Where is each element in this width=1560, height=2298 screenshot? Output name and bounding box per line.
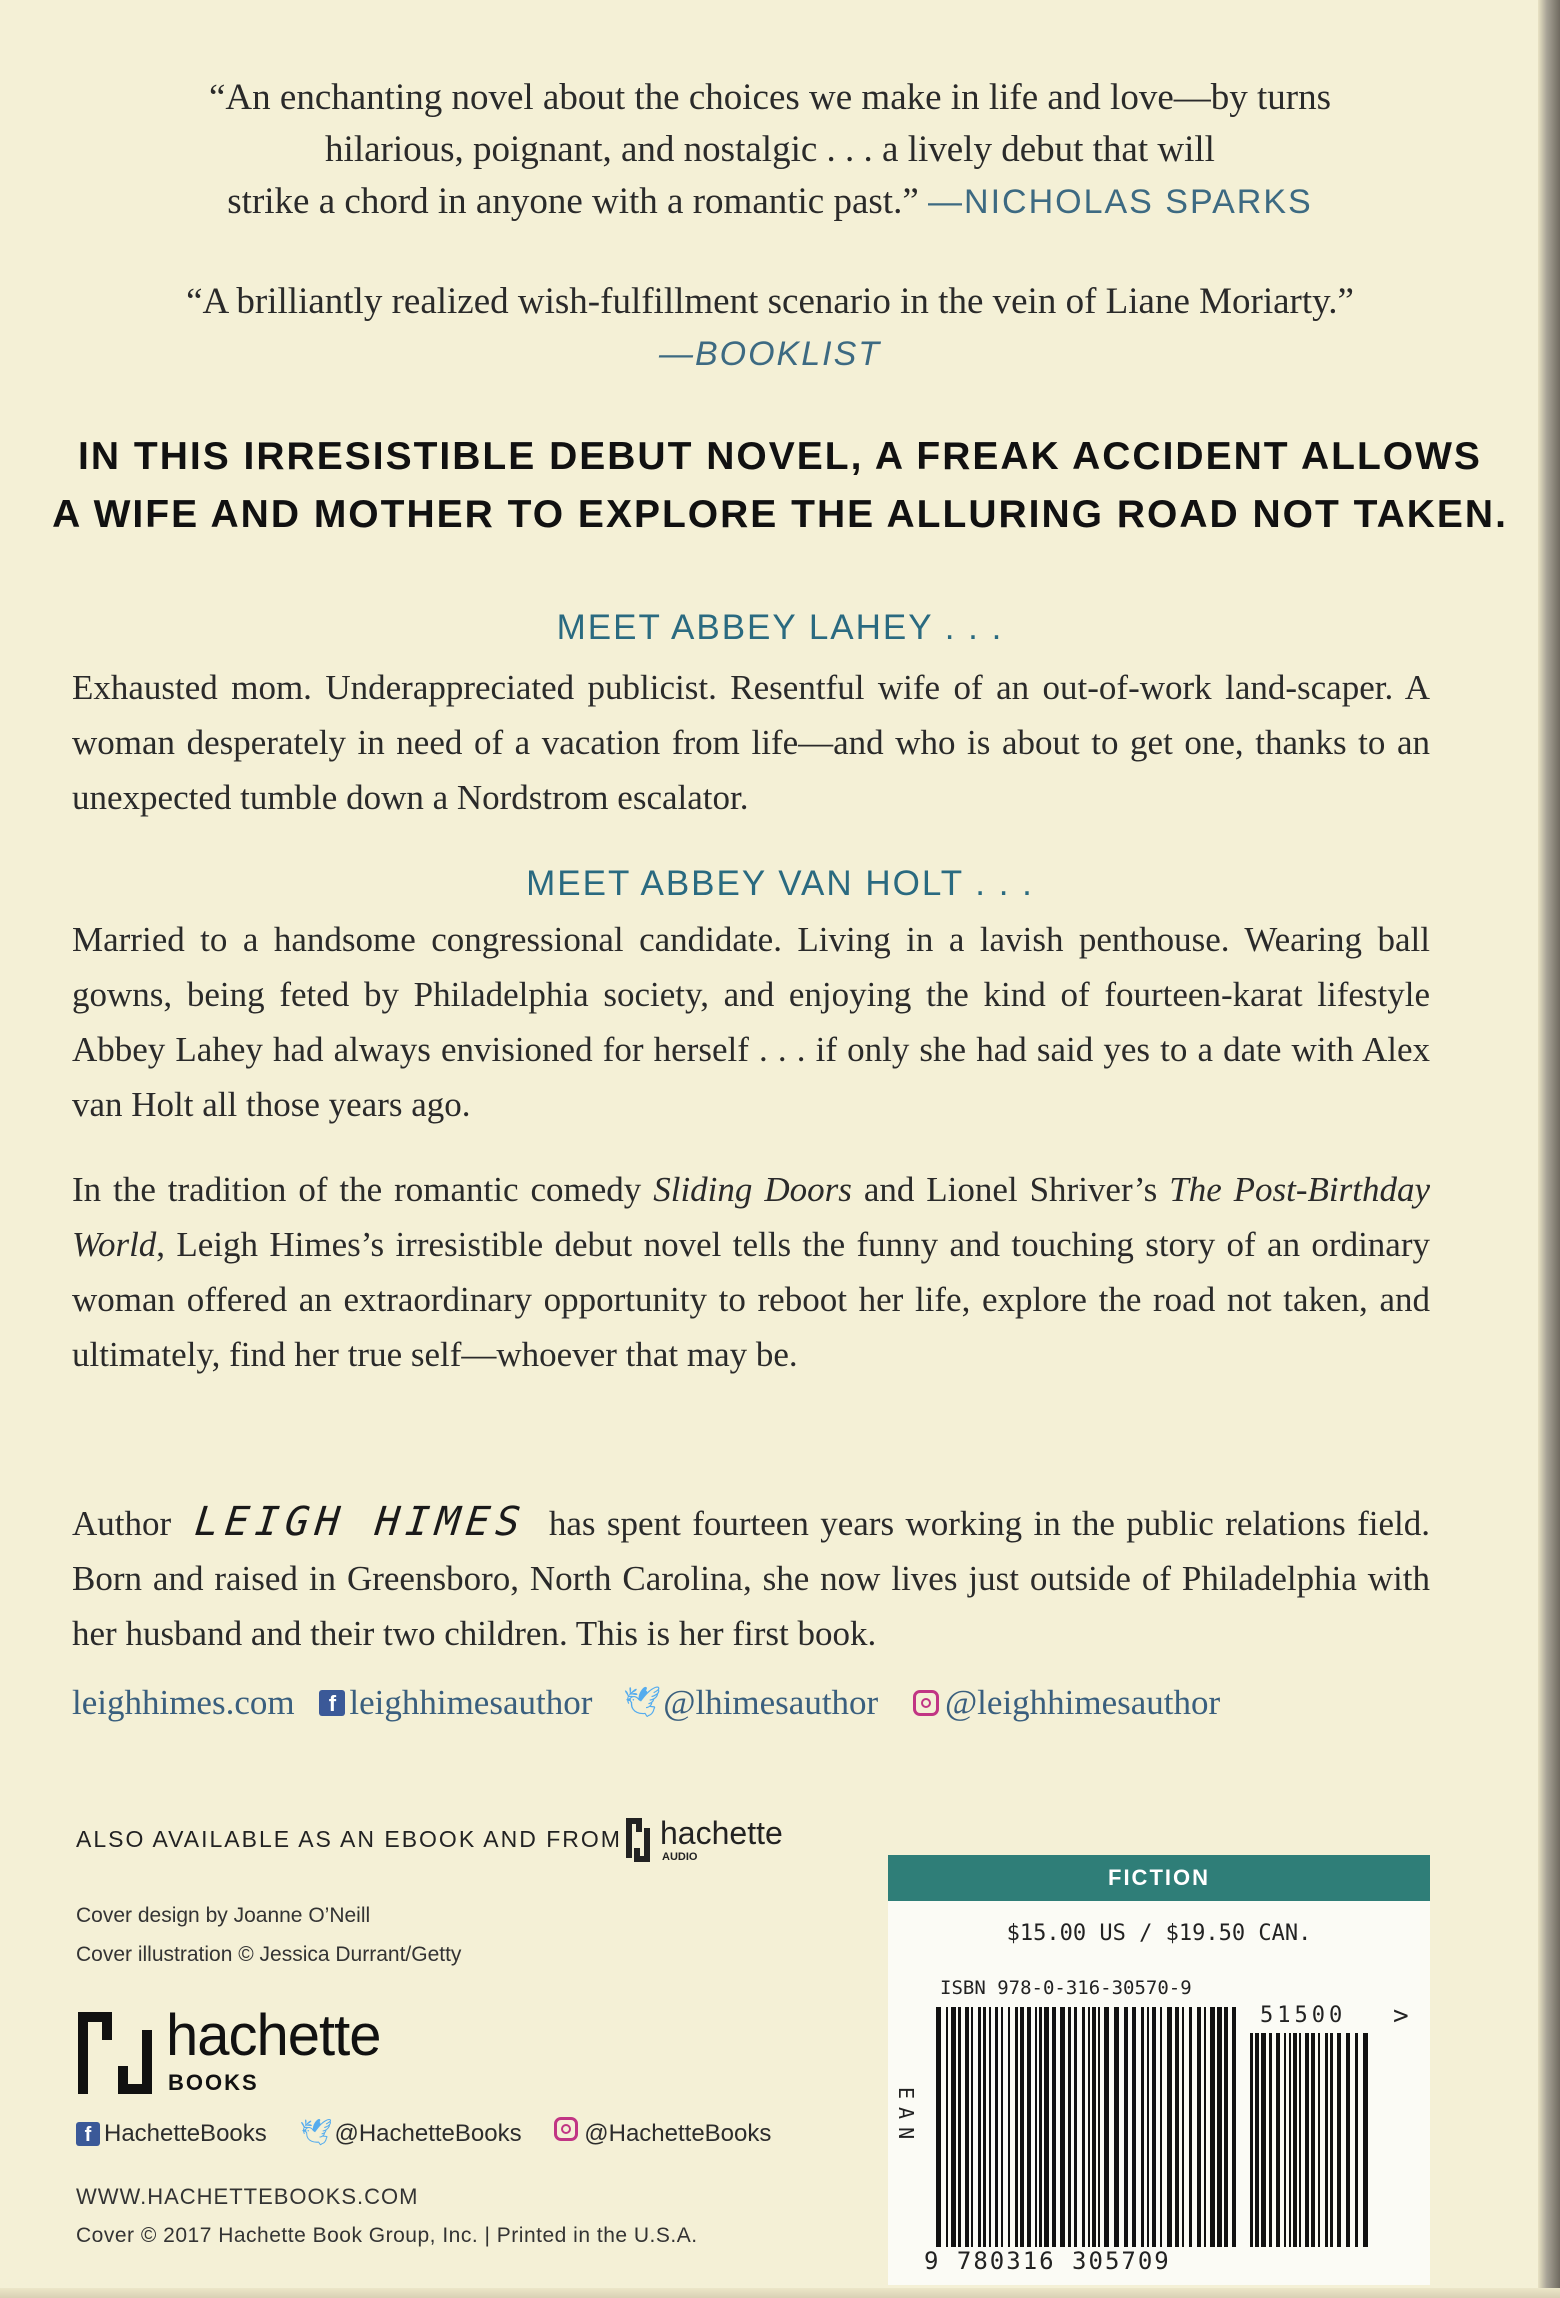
also-available-text: ALSO AVAILABLE AS AN EBOOK AND FROM [76, 1826, 622, 1852]
author-twitter-link[interactable]: @lhimesauthor [663, 1682, 879, 1722]
page-edge [0, 2288, 1560, 2298]
barcode-bar [1141, 2007, 1144, 2247]
category-band: FICTION [888, 1855, 1430, 1901]
barcode-bar [1082, 2007, 1085, 2247]
barcode-bar [1355, 2033, 1358, 2247]
twitter-icon: 🕊 [299, 2117, 333, 2147]
barcode-bar [989, 2007, 991, 2247]
barcode-bar [1104, 2007, 1109, 2247]
barcode-bar [1008, 2007, 1010, 2247]
barcode-bar [1152, 2007, 1156, 2247]
barcode-bar [958, 2007, 961, 2247]
author-instagram-link[interactable]: @leighhimesauthor [944, 1682, 1221, 1722]
barcode-bar [1039, 2007, 1042, 2247]
hachette-audio-logo-mark [622, 1814, 812, 1866]
barcode-bar [1001, 2007, 1003, 2247]
hachette-books-logo-mark [76, 2010, 154, 2101]
quote-line: hilarious, poignant, and nostalgic . . . a lively debut that will [325, 129, 1215, 170]
author-facebook-link[interactable]: leighhimesauthor [349, 1682, 593, 1722]
barcode-bar [1044, 2007, 1049, 2247]
barcode-bar [1092, 2007, 1096, 2247]
barcode-bar [1088, 2007, 1090, 2247]
instagram-icon [554, 2117, 578, 2141]
tagline-headline [40, 428, 1520, 544]
quote-line-text: strike a chord in anyone with a romantic past.” [227, 181, 919, 222]
quote-attribution: —NICHOLAS SPARKS [928, 183, 1313, 221]
barcode-bar [1210, 2007, 1215, 2247]
barcode-bar [1299, 2033, 1301, 2247]
price-addon-barcode [1250, 2033, 1370, 2247]
page-edge [1538, 0, 1560, 2298]
barcode-bar [1289, 2033, 1291, 2247]
section-paragraph: Exhausted mom. Underappreciated publicist. Resentful wife of an out-of-work land-scaper. A woman desperately in need of a vacation from life—and who is about to get one, thanks to an unexpected tumble down a Nordstrom escalator. [72, 668, 1430, 817]
author-links [72, 1680, 1472, 1723]
copyright-notice: Cover © 2017 Hachette Book Group, Inc. | Printed in the U.S.A. [76, 2224, 698, 2247]
ean-barcode [936, 2007, 1238, 2247]
barcode-bar [1276, 2033, 1280, 2247]
ean-label: EAN [894, 2087, 918, 2148]
section-heading: MEET ABBEY LAHEY . . . [556, 608, 1004, 647]
publisher-social-links [76, 2117, 771, 2148]
barcode-bar [951, 2007, 956, 2247]
barcode-bar [1217, 2007, 1222, 2247]
barcode-bar [1052, 2007, 1056, 2247]
barcode-bar [1175, 2007, 1179, 2247]
summary-text: In the tradition of the romantic comedy [72, 1170, 642, 1209]
quote-line: “A brilliantly realized wish-fulfillment scenario in the vein of Liane Moriarty.” [186, 281, 1354, 322]
barcode-bar [1182, 2007, 1184, 2247]
isbn-label: ISBN 978-0-316-30570-9 [940, 1977, 1192, 1999]
barcode-bar [1060, 2007, 1065, 2247]
hachette-audio-logo [622, 1814, 812, 1871]
barcode-bar [1068, 2007, 1071, 2247]
barcode-bar [1363, 2033, 1368, 2247]
barcode-bar [1035, 2007, 1037, 2247]
quote-booklist [80, 276, 1460, 380]
quote-line: “An enchanting novel about the choices we make in life and love—by turns [209, 77, 1331, 118]
barcode-bar [946, 2007, 948, 2247]
barcode-bar [1325, 2033, 1328, 2247]
barcode-bar [1318, 2033, 1320, 2247]
publisher-twitter-link[interactable]: @HachetteBooks [334, 2120, 522, 2147]
barcode-bar [983, 2007, 986, 2247]
barcode-bar [1132, 2007, 1136, 2247]
barcode-bar [1027, 2007, 1031, 2247]
barcode-bar [1015, 2007, 1018, 2247]
headline-line: A WIFE AND MOTHER TO EXPLORE THE ALLURING ROAD NOT TAKEN. [52, 493, 1508, 536]
quote-attribution: —BOOKLIST [658, 335, 882, 373]
barcode-panel [888, 1855, 1430, 2285]
barcode-bar [1305, 2033, 1309, 2247]
publisher-website-link[interactable]: WWW.HACHETTEBOOKS.COM [76, 2184, 419, 2209]
price-code: 51500 [1260, 2003, 1347, 2028]
barcode-bar [1293, 2033, 1297, 2247]
instagram-icon [913, 1690, 939, 1716]
summary-text: , Leigh Himes’s irresistible debut novel tells the funny and touching story of an ordinary woman offered an extraordinary opportunity to reboot her life, explore the road not taken, and ultimately, find her true self—whoever that may be. [72, 1225, 1430, 1374]
barcode-bar [1189, 2007, 1192, 2247]
barcode-bar [1160, 2007, 1162, 2247]
bio-text: has spent fourteen years working in the public relations field. Born and raised in Greensboro, North Carolina, she now lives just outside of Philadelphia with her husband and their two children. This is her first book. [72, 1504, 1431, 1653]
barcode-bar [1255, 2033, 1259, 2247]
publisher-instagram-link[interactable]: @HachetteBooks [584, 2120, 772, 2147]
facebook-icon: f [76, 2122, 100, 2146]
barcode-bar [1284, 2033, 1286, 2247]
book-title: The Post-Birthday World [72, 1170, 1431, 1264]
summary-paragraph [72, 1162, 1430, 1382]
author-signature: LEIGH HIMES [192, 1499, 528, 1545]
author-bio [72, 1495, 1430, 1661]
section-paragraph: Married to a handsome congressional candidate. Living in a lavish penthouse. Wearing ball gowns, being feted by Philadelphia society, and enjoying the kind of fourteen-karat lifestyle Abbey Lahey had always envisioned for herself . . . if only she had said yes to a date with Alex van Holt all those years ago. [72, 920, 1430, 1124]
quote-sparks [80, 72, 1460, 228]
barcode-bar [1074, 2007, 1077, 2247]
barcode-bar [1147, 2007, 1149, 2247]
headline-line: IN THIS IRRESISTIBLE DEBUT NOVEL, A FREAK ACCIDENT ALLOWS [78, 435, 1482, 478]
barcode-bar [1232, 2007, 1236, 2247]
barcode-digits: 9 780316 305709 [924, 2247, 1171, 2275]
barcode-bar [978, 2007, 981, 2247]
film-title: Sliding Doors [653, 1170, 852, 1209]
bio-prefix: Author [72, 1504, 172, 1543]
section-heading: MEET ABBEY VAN HOLT . . . [526, 864, 1034, 903]
quote-line [80, 176, 1460, 228]
publisher-imprint: BOOKS [168, 2070, 259, 2095]
publisher-name: hachette [166, 2003, 381, 2068]
barcode-bar [1330, 2033, 1333, 2247]
barcode-bar [1204, 2007, 1206, 2247]
barcode-bar [1098, 2007, 1100, 2247]
barcode-bar [965, 2007, 969, 2247]
audio-logo-sub: AUDIO [662, 1851, 698, 1863]
cover-design-credit: Cover design by Joanne O’Neill [76, 1904, 371, 1927]
barcode-bar [936, 2007, 941, 2247]
barcode-bar [1346, 2033, 1350, 2247]
barcode-bar [995, 2007, 998, 2247]
barcode-bar [1337, 2033, 1341, 2247]
barcode-bar [1167, 2007, 1172, 2247]
twitter-icon: 🕊 [623, 1686, 662, 1720]
barcode-bar [1224, 2007, 1228, 2247]
audio-logo-word: hachette [660, 1815, 783, 1851]
price-label: $15.00 US / $19.50 CAN. [1006, 1921, 1312, 1946]
hachette-logo-icon [76, 2010, 154, 2096]
barcode-bar [1124, 2007, 1128, 2247]
summary-text: and Lionel Shriver’s [863, 1170, 1158, 1209]
barcode-bar [1311, 2033, 1315, 2247]
cover-illustration-credit: Cover illustration © Jessica Durrant/Getty [76, 1943, 462, 1966]
barcode-bar [1020, 2007, 1024, 2247]
barcode-bar [971, 2007, 973, 2247]
barcode-bar [1250, 2033, 1253, 2247]
author-website-link[interactable]: leighhimes.com [72, 1682, 295, 1722]
barcode-bar [1269, 2033, 1272, 2247]
barcode-bar [1261, 2033, 1266, 2247]
barcode-bar [1114, 2007, 1119, 2247]
price-code-marker: > [1393, 2001, 1409, 2031]
facebook-icon: f [319, 1690, 345, 1716]
publisher-facebook-link[interactable]: HachetteBooks [104, 2120, 267, 2147]
barcode-bar [1197, 2007, 1201, 2247]
